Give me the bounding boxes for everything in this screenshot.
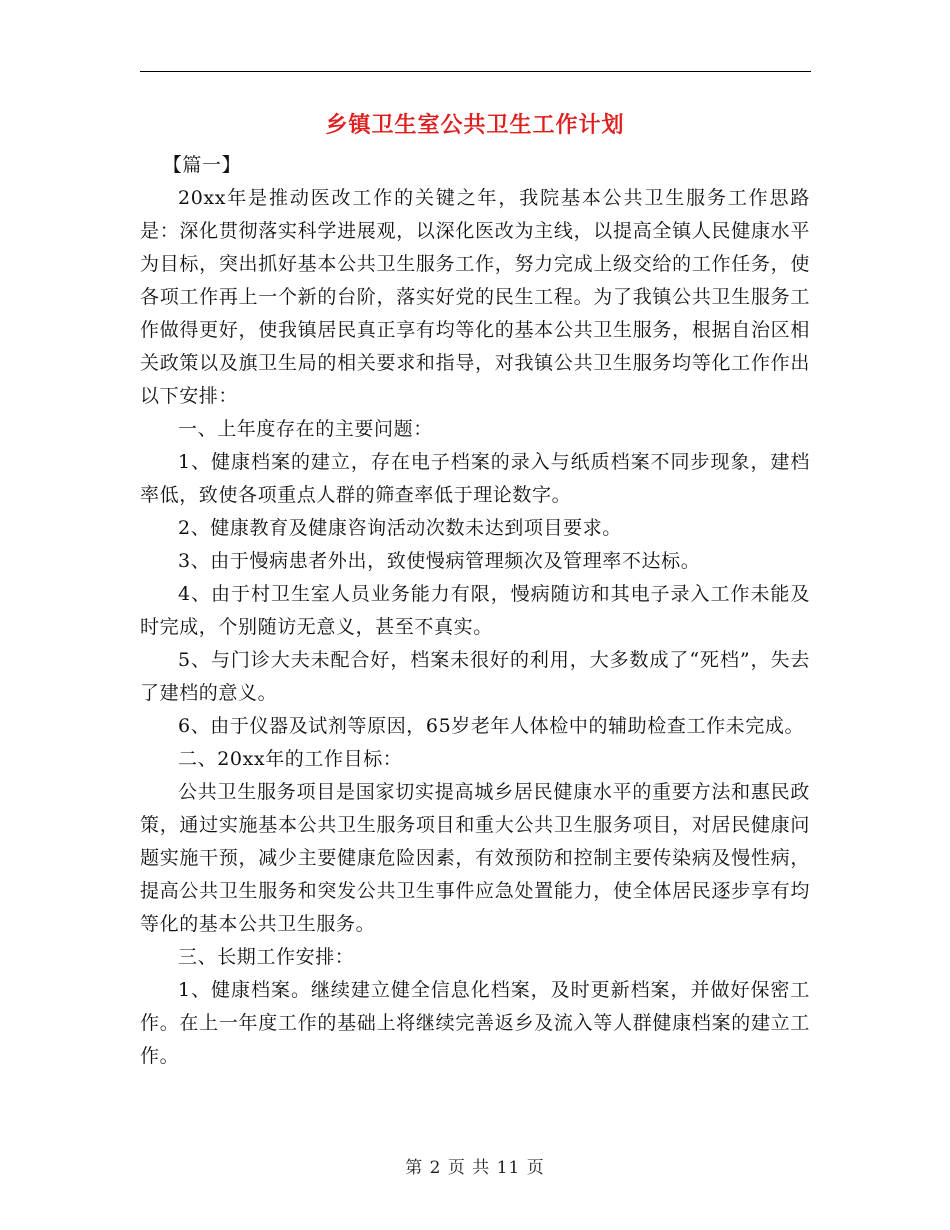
problem-item-5: 5、与门诊大夫未配合好，档案未很好的利用，大多数成了“死档”，失去了建档的意义。 (140, 649, 810, 704)
goals-paragraph: 公共卫生服务项目是国家切实提高城乡居民健康水平的重要方法和惠民政策，通过实施基本公共卫生服务项目和重大公共卫生服务项目，对居民健康问题实施干预，减少主要健康危险因素，有效预防和控制主要传染病及慢性病，提高公共卫生服务和突发公共卫生事件应急处置能力，使全体居民逐步享有均等化的基本公共卫生服务。 (140, 781, 810, 935)
intro-paragraph: 20xx年是推动医改工作的关键之年，我院基本公共卫生服务工作思路是：深化贯彻落实科学进展观，以深化医改为主线，以提高全镇人民健康水平为目标，突出抓好基本公共卫生服务工作，努力完成上级交给的工作任务，使各项工作再上一个新的台阶，落实好党的民生工程。为了我镇公共卫生服务工作做得更好，使我镇居民真正享有均等化的基本公共卫生服务，根据自治区相关政策以及旗卫生局的相关要求和指导，对我镇公共卫生服务均等化工作作出以下安排： (140, 187, 810, 407)
long-term-item-1: 1、健康档案。继续建立健全信息化档案，及时更新档案，并做好保密工作。在上一年度工作的基础上将继续完善返乡及流入等人群健康档案的建立工作。 (140, 979, 810, 1067)
section-heading-goals: 二、20xx年的工作目标： (178, 748, 403, 770)
problem-item-1: 1、健康档案的建立，存在电子档案的录入与纸质档案不同步现象，建档率低，致使各项重点人群的筛查率低于理论数字。 (140, 451, 810, 506)
section-heading-long-term: 三、长期工作安排： (178, 946, 355, 968)
problem-item-2: 2、健康教育及健康咨询活动次数未达到项目要求。 (178, 517, 622, 539)
problem-item-6: 6、由于仪器及试剂等原因，65岁老年人体检中的辅助检查工作未完成。 (178, 715, 805, 737)
document-body (140, 149, 810, 1073)
problem-item-4: 4、由于村卫生室人员业务能力有限，慢病随访和其电子录入工作未能及时完成，个别随访无意义，甚至不真实。 (140, 583, 810, 638)
problem-item-3: 3、由于慢病患者外出，致使慢病管理频次及管理率不达标。 (178, 550, 701, 572)
section-heading-problems: 一、上年度存在的主要问题： (178, 418, 433, 440)
header-rule (140, 71, 811, 72)
document-title: 乡镇卫生室公共卫生工作计划 (325, 113, 625, 138)
page-number: 第 2 页 共 11 页 (405, 1158, 545, 1178)
section-heading-part-one: 【篇一】 (162, 154, 242, 176)
